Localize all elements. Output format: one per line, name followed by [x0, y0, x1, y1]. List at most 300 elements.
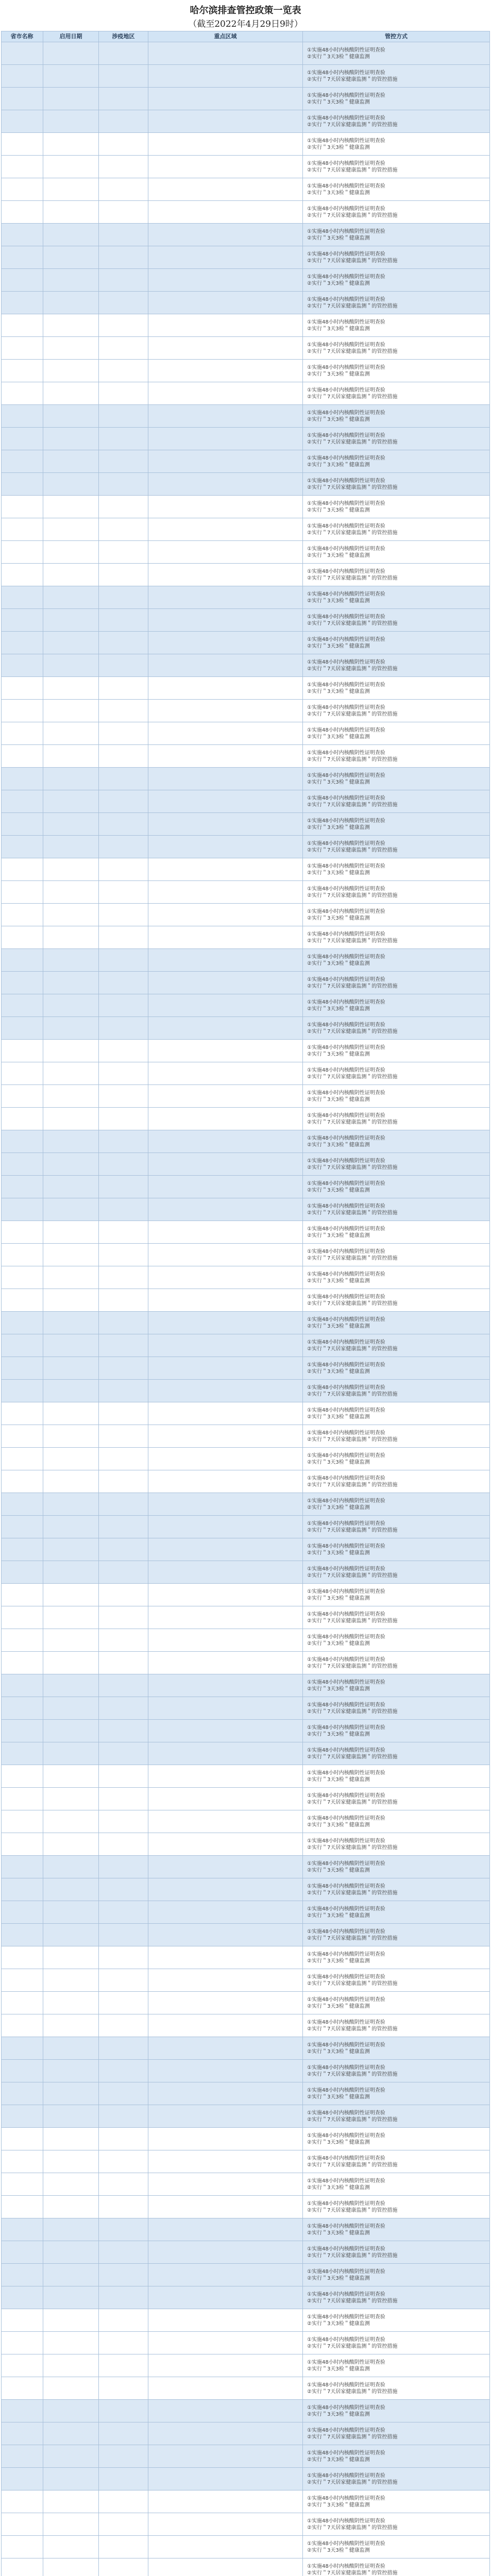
- table-cell: ①实施48小时内核酸阴性证明查验 ②实行＂7天居家健康监测＂的管控措施: [303, 1198, 490, 1221]
- table-cell: [148, 269, 303, 292]
- table-cell: [148, 881, 303, 904]
- table-cell: ①实施48小时内核酸阴性证明查验 ②实行＂7天居家健康监测＂的管控措施: [303, 972, 490, 994]
- table-cell: [148, 1244, 303, 1266]
- table-cell: [1, 1493, 43, 1516]
- table-cell: [148, 609, 303, 632]
- table-cell: [1, 926, 43, 949]
- table-cell: [43, 1584, 99, 1606]
- table-cell: [99, 314, 148, 337]
- table-cell: [99, 1924, 148, 1946]
- table-cell: [148, 722, 303, 745]
- table-cell: [99, 2128, 148, 2150]
- table-cell: [148, 1312, 303, 1334]
- table-cell: [1, 1516, 43, 1538]
- table-cell: [148, 382, 303, 405]
- table-cell: [148, 1901, 303, 1924]
- table-cell: [99, 677, 148, 700]
- table-cell: ①实施48小时内核酸阴性证明查验 ②实行＂3天3检＂健康监测: [303, 994, 490, 1017]
- table-cell: [1, 2196, 43, 2218]
- table-cell: [43, 1901, 99, 1924]
- table-cell: ①实施48小时内核酸阴性证明查验 ②实行＂7天居家健康监测＂的管控措施: [303, 1697, 490, 1720]
- table-cell: [43, 1221, 99, 1244]
- table-cell: [148, 2332, 303, 2354]
- table-cell: [99, 1720, 148, 1742]
- table-cell: ①实施48小时内核酸阴性证明查验 ②实行＂3天3检＂健康监测: [303, 1901, 490, 1924]
- table-cell: [1, 337, 43, 360]
- table-cell: [1, 2536, 43, 2558]
- table-cell: ①实施48小时内核酸阴性证明查验 ②实行＂3天3检＂健康监测: [303, 405, 490, 428]
- table-cell: [148, 1085, 303, 1108]
- table-cell: [148, 2377, 303, 2400]
- table-cell: [43, 1538, 99, 1561]
- page-title: 哈尔滨排查管控政策一览表: [190, 5, 301, 16]
- table-cell: [43, 1833, 99, 1856]
- table-cell: ①实施48小时内核酸阴性证明查验 ②实行＂3天3检＂健康监测: [303, 586, 490, 609]
- table-cell: [99, 2468, 148, 2490]
- table-cell: [99, 2309, 148, 2332]
- table-cell: [1, 972, 43, 994]
- table-cell: [99, 745, 148, 768]
- table-cell: [43, 1130, 99, 1153]
- table-cell: [43, 677, 99, 700]
- table-cell: [1, 2332, 43, 2354]
- table-cell: ①实施48小时内核酸阴性证明查验 ②实行＂7天居家健康监测＂的管控措施: [303, 2558, 490, 2576]
- table-cell: [99, 654, 148, 677]
- table-cell: ①实施48小时内核酸阴性证明查验 ②实行＂7天居家健康监测＂的管控措施: [303, 1742, 490, 1765]
- table-cell: [1, 1810, 43, 1833]
- table-cell: [99, 2558, 148, 2576]
- table-cell: ①实施48小时内核酸阴性证明查验 ②实行＂7天居家健康监测＂的管控措施: [303, 2377, 490, 2400]
- table-cell: ①实施48小时内核酸阴性证明查验 ②实行＂7天居家健康监测＂的管控措施: [303, 1833, 490, 1856]
- table-cell: [1, 201, 43, 224]
- table-cell: ①实施48小时内核酸阴性证明查验 ②实行＂7天居家健康监测＂的管控措施: [303, 2105, 490, 2128]
- table-cell: [1, 1108, 43, 1130]
- table-cell: [1, 1833, 43, 1856]
- table-cell: [148, 1402, 303, 1425]
- table-cell: [1, 722, 43, 745]
- table-cell: [1, 2445, 43, 2468]
- table-cell: [43, 1810, 99, 1833]
- table-cell: [1, 1312, 43, 1334]
- table-cell: [99, 1108, 148, 1130]
- table-cell: [99, 110, 148, 133]
- table-cell: ①实施48小时内核酸阴性证明查验 ②实行＂3天3检＂健康监测: [303, 1810, 490, 1833]
- table-cell: [99, 88, 148, 110]
- table-cell: [1, 1584, 43, 1606]
- table-cell: ①实施48小时内核酸阴性证明查验 ②实行＂3天3检＂健康监测: [303, 2082, 490, 2105]
- table-cell: ①实施48小时内核酸阴性证明查验 ②实行＂7天居家健康监测＂的管控措施: [303, 2332, 490, 2354]
- table-cell: [43, 2513, 99, 2536]
- table-cell: ①实施48小时内核酸阴性证明查验 ②实行＂3天3检＂健康监测: [303, 1357, 490, 1380]
- table-cell: [148, 1561, 303, 1584]
- table-cell: ①实施48小时内核酸阴性证明查验 ②实行＂3天3检＂健康监测: [303, 269, 490, 292]
- table-cell: [148, 2354, 303, 2377]
- table-cell: [99, 224, 148, 246]
- table-cell: [1, 1334, 43, 1357]
- table-cell: [43, 1040, 99, 1062]
- table-cell: [1, 790, 43, 813]
- table-cell: [99, 1969, 148, 1992]
- table-cell: [1, 1697, 43, 1720]
- table-cell: [1, 745, 43, 768]
- table-cell: [148, 224, 303, 246]
- table-cell: [43, 133, 99, 156]
- table-cell: ①实施48小时内核酸阴性证明查验 ②实行＂3天3检＂健康监测: [303, 541, 490, 564]
- table-cell: [148, 1108, 303, 1130]
- table-cell: [148, 1040, 303, 1062]
- table-cell: [148, 813, 303, 836]
- table-cell: [148, 2196, 303, 2218]
- table-cell: [43, 1516, 99, 1538]
- table-cell: [43, 1448, 99, 1470]
- table-cell: [1, 2468, 43, 2490]
- table-cell: ①实施48小时内核酸阴性证明查验 ②实行＂7天居家健康监测＂的管控措施: [303, 1652, 490, 1674]
- table-cell: [1, 949, 43, 972]
- table-cell: [43, 1629, 99, 1652]
- table-cell: [148, 1153, 303, 1176]
- table-cell: [43, 1198, 99, 1221]
- table-cell: [43, 768, 99, 790]
- table-cell: [1, 654, 43, 677]
- table-cell: [1, 1720, 43, 1742]
- table-cell: [148, 1017, 303, 1040]
- table-cell: [43, 654, 99, 677]
- table-cell: [148, 994, 303, 1017]
- table-cell: [43, 541, 99, 564]
- table-cell: [43, 518, 99, 541]
- table-cell: [99, 292, 148, 314]
- table-cell: [1, 42, 43, 65]
- table-cell: [99, 2536, 148, 2558]
- table-cell: ①实施48小时内核酸阴性证明查验 ②实行＂7天居家健康监测＂的管控措施: [303, 790, 490, 813]
- table-cell: [148, 1198, 303, 1221]
- table-cell: [99, 1561, 148, 1584]
- table-cell: [148, 1765, 303, 1788]
- table-cell: [99, 881, 148, 904]
- table-cell: [43, 1674, 99, 1697]
- table-cell: ①实施48小时内核酸阴性证明查验 ②实行＂7天居家健康监测＂的管控措施: [303, 2513, 490, 2536]
- table-cell: [99, 1402, 148, 1425]
- page-subtitle: （截至2022年4月29日9时）: [188, 19, 303, 29]
- table-cell: ①实施48小时内核酸阴性证明查验 ②实行＂7天居家健康监测＂的管控措施: [303, 1062, 490, 1085]
- table-cell: [43, 292, 99, 314]
- table-cell: [99, 994, 148, 1017]
- table-cell: [148, 2218, 303, 2241]
- table-cell: [148, 745, 303, 768]
- table-cell: [99, 1425, 148, 1448]
- table-cell: [148, 2150, 303, 2173]
- table-cell: [99, 1130, 148, 1153]
- table-cell: ①实施48小时内核酸阴性证明查验 ②实行＂7天居家健康监测＂的管控措施: [303, 926, 490, 949]
- table-cell: [1, 224, 43, 246]
- table-cell: [148, 790, 303, 813]
- table-cell: [148, 2490, 303, 2513]
- table-cell: [1, 2513, 43, 2536]
- table-cell: ①实施48小时内核酸阴性证明查验 ②实行＂3天3检＂健康监测: [303, 1992, 490, 2014]
- table-cell: [99, 858, 148, 881]
- table-cell: [43, 972, 99, 994]
- table-cell: [43, 42, 99, 65]
- table-cell: [1, 1538, 43, 1561]
- table-cell: ①实施48小时内核酸阴性证明查验 ②实行＂7天居家健康监测＂的管控措施: [303, 2468, 490, 2490]
- table-cell: [43, 1946, 99, 1969]
- table-cell: [43, 2128, 99, 2150]
- table-cell: [1, 110, 43, 133]
- table-cell: ①实施48小时内核酸阴性证明查验 ②实行＂3天3检＂健康监测: [303, 2173, 490, 2196]
- table-cell: ①实施48小时内核酸阴性证明查验 ②实行＂7天居家健康监测＂的管控措施: [303, 609, 490, 632]
- table-cell: ①实施48小时内核酸阴性证明查验 ②实行＂3天3检＂健康监测: [303, 632, 490, 654]
- table-cell: ①实施48小时内核酸阴性证明查验 ②实行＂3天3检＂健康监测: [303, 1176, 490, 1198]
- table-cell: ①实施48小时内核酸阴性证明查验 ②实行＂3天3检＂健康监测: [303, 858, 490, 881]
- table-cell: [1, 994, 43, 1017]
- table-cell: ①实施48小时内核酸阴性证明查验 ②实行＂7天居家健康监测＂的管控措施: [303, 1289, 490, 1312]
- table-cell: [99, 2218, 148, 2241]
- table-cell: [99, 790, 148, 813]
- table-cell: [43, 1652, 99, 1674]
- table-cell: ①实施48小时内核酸阴性证明查验 ②实行＂3天3检＂健康监测: [303, 813, 490, 836]
- table-cell: ①实施48小时内核酸阴性证明查验 ②实行＂3天3检＂健康监测: [303, 768, 490, 790]
- table-cell: ①实施48小时内核酸阴性证明查验 ②实行＂3天3检＂健康监测: [303, 1674, 490, 1697]
- table-cell: ①实施48小时内核酸阴性证明查验 ②实行＂3天3检＂健康监测: [303, 1538, 490, 1561]
- table-cell: ①实施48小时内核酸阴性证明查验 ②实行＂3天3检＂健康监测: [303, 224, 490, 246]
- table-cell: ①实施48小时内核酸阴性证明查验 ②实行＂3天3检＂健康监测: [303, 1402, 490, 1425]
- table-cell: [43, 836, 99, 858]
- table-cell: [1, 2173, 43, 2196]
- table-cell: [148, 1810, 303, 1833]
- table-cell: [1, 677, 43, 700]
- table-cell: [1, 632, 43, 654]
- table-cell: [99, 1516, 148, 1538]
- table-cell: ①实施48小时内核酸阴性证明查验 ②实行＂3天3检＂健康监测: [303, 42, 490, 65]
- table-cell: [1, 541, 43, 564]
- table-cell: [43, 201, 99, 224]
- table-cell: [148, 2014, 303, 2037]
- table-cell: ①实施48小时内核酸阴性证明查验 ②实行＂3天3检＂健康监测: [303, 2445, 490, 2468]
- table-cell: [148, 2536, 303, 2558]
- table-cell: ①实施48小时内核酸阴性证明查验 ②实行＂3天3检＂健康监测: [303, 2354, 490, 2377]
- table-cell: ①实施48小时内核酸阴性证明查验 ②实行＂7天居家健康监测＂的管控措施: [303, 881, 490, 904]
- table-cell: [1, 1357, 43, 1380]
- table-cell: [99, 1584, 148, 1606]
- table-cell: [99, 700, 148, 722]
- table-cell: ①实施48小时内核酸阴性证明查验 ②实行＂3天3检＂健康监测: [303, 1720, 490, 1742]
- table-cell: [43, 1856, 99, 1878]
- table-cell: [99, 518, 148, 541]
- table-cell: [148, 2082, 303, 2105]
- table-cell: ①实施48小时内核酸阴性证明查验 ②实行＂7天居家健康监测＂的管控措施: [303, 1561, 490, 1584]
- table-cell: [1, 1969, 43, 1992]
- table-cell: ①实施48小时内核酸阴性证明查验 ②实行＂7天居家健康监测＂的管控措施: [303, 700, 490, 722]
- table-cell: [43, 269, 99, 292]
- table-cell: [43, 2286, 99, 2309]
- table-cell: ①实施48小时内核酸阴性证明查验 ②实行＂7天居家健康监测＂的管控措施: [303, 428, 490, 450]
- table-cell: [99, 632, 148, 654]
- table-cell: ①实施48小时内核酸阴性证明查验 ②实行＂3天3检＂健康监测: [303, 1448, 490, 1470]
- table-cell: [148, 564, 303, 586]
- table-cell: [43, 1969, 99, 1992]
- table-cell: ①实施48小时内核酸阴性证明查验 ②实行＂7天居家健康监测＂的管控措施: [303, 337, 490, 360]
- table-cell: [148, 1788, 303, 1810]
- table-cell: [43, 813, 99, 836]
- table-cell: [43, 110, 99, 133]
- table-cell: [43, 2536, 99, 2558]
- table-cell: [99, 496, 148, 518]
- table-cell: [148, 292, 303, 314]
- table-cell: ①实施48小时内核酸阴性证明查验 ②实行＂3天3检＂健康监测: [303, 450, 490, 473]
- table-cell: [43, 2468, 99, 2490]
- table-cell: [1, 2309, 43, 2332]
- table-cell: ①实施48小时内核酸阴性证明查验 ②实行＂3天3检＂健康监测: [303, 88, 490, 110]
- table-cell: ①实施48小时内核酸阴性证明查验 ②实行＂7天居家健康监测＂的管控措施: [303, 2150, 490, 2173]
- table-cell: ①实施48小时内核酸阴性证明查验 ②实行＂7天居家健康监测＂的管控措施: [303, 2196, 490, 2218]
- table-cell: [99, 972, 148, 994]
- table-cell: [99, 1833, 148, 1856]
- table-cell: [99, 836, 148, 858]
- table-cell: [43, 246, 99, 269]
- table-cell: [43, 609, 99, 632]
- table-cell: [148, 1062, 303, 1085]
- table-cell: [148, 473, 303, 496]
- table-cell: [148, 1516, 303, 1538]
- table-cell: [1, 1878, 43, 1901]
- table-cell: [1, 1788, 43, 1810]
- table-cell: [1, 1629, 43, 1652]
- table-cell: [99, 564, 148, 586]
- table-cell: [99, 1765, 148, 1788]
- table-cell: [43, 1402, 99, 1425]
- table-cell: [148, 2264, 303, 2286]
- table-cell: [99, 2286, 148, 2309]
- table-cell: [148, 1289, 303, 1312]
- table-cell: [99, 2196, 148, 2218]
- table-cell: [43, 2037, 99, 2060]
- table-cell: [43, 1561, 99, 1584]
- table-cell: [148, 836, 303, 858]
- table-cell: ①实施48小时内核酸阴性证明查验 ②实行＂7天居家健康监测＂的管控措施: [303, 1924, 490, 1946]
- table-cell: [43, 1380, 99, 1402]
- table-cell: [99, 586, 148, 609]
- table-cell: [99, 1697, 148, 1720]
- table-cell: [1, 836, 43, 858]
- table-cell: ①实施48小时内核酸阴性证明查验 ②实行＂7天居家健康监测＂的管控措施: [303, 1516, 490, 1538]
- table-cell: [148, 1924, 303, 1946]
- header-province: 省市名称: [1, 31, 43, 42]
- table-cell: [99, 609, 148, 632]
- table-cell: [1, 2060, 43, 2082]
- table-cell: [43, 156, 99, 178]
- table-cell: [99, 926, 148, 949]
- table-cell: [148, 2286, 303, 2309]
- table-cell: [148, 201, 303, 224]
- table-cell: [1, 2264, 43, 2286]
- table-cell: [99, 1810, 148, 1833]
- table-cell: [99, 269, 148, 292]
- table-cell: [1, 1946, 43, 1969]
- table-cell: ①实施48小时内核酸阴性证明查验 ②实行＂3天3检＂健康监测: [303, 1130, 490, 1153]
- table-cell: [1, 2150, 43, 2173]
- table-cell: [43, 1266, 99, 1289]
- table-cell: [1, 1561, 43, 1584]
- table-cell: [1, 1198, 43, 1221]
- table-cell: [148, 768, 303, 790]
- table-cell: [148, 541, 303, 564]
- table-cell: [99, 1742, 148, 1765]
- table-cell: [99, 428, 148, 450]
- table-cell: [43, 2309, 99, 2332]
- table-cell: [1, 133, 43, 156]
- table-cell: [148, 586, 303, 609]
- table-cell: [148, 1742, 303, 1765]
- table-cell: [1, 292, 43, 314]
- table-cell: [148, 1425, 303, 1448]
- table-cell: [99, 2060, 148, 2082]
- table-cell: ①实施48小时内核酸阴性证明查验 ②实行＂7天居家健康监测＂的管控措施: [303, 2241, 490, 2264]
- table-cell: ①实施48小时内核酸阴性证明查验 ②实行＂3天3检＂健康监测: [303, 722, 490, 745]
- table-cell: [1, 2400, 43, 2422]
- table-cell: ①实施48小时内核酸阴性证明查验 ②实行＂3天3检＂健康监测: [303, 1312, 490, 1334]
- table-cell: [1, 1176, 43, 1198]
- table-cell: [99, 2173, 148, 2196]
- table-cell: [43, 473, 99, 496]
- table-cell: [43, 1742, 99, 1765]
- table-cell: [148, 1946, 303, 1969]
- table-cell: [99, 1992, 148, 2014]
- table-cell: ①实施48小时内核酸阴性证明查验 ②实行＂7天居家健康监测＂的管控措施: [303, 1878, 490, 1901]
- table-cell: [99, 1538, 148, 1561]
- table-cell: [43, 2196, 99, 2218]
- table-cell: [99, 2037, 148, 2060]
- table-cell: [1, 858, 43, 881]
- table-cell: [148, 1606, 303, 1629]
- table-cell: [1, 586, 43, 609]
- table-cell: [148, 972, 303, 994]
- table-cell: [43, 178, 99, 201]
- table-cell: [43, 1992, 99, 2014]
- table-cell: ①实施48小时内核酸阴性证明查验 ②实行＂3天3检＂健康监测: [303, 677, 490, 700]
- table-cell: [99, 2150, 148, 2173]
- table-cell: [148, 1448, 303, 1470]
- table-cell: [43, 1493, 99, 1516]
- table-cell: [99, 405, 148, 428]
- table-cell: ①实施48小时内核酸阴性证明查验 ②实行＂7天居家健康监测＂的管控措施: [303, 1470, 490, 1493]
- table-cell: [148, 700, 303, 722]
- table-cell: [43, 632, 99, 654]
- table-cell: [1, 1402, 43, 1425]
- table-cell: [43, 700, 99, 722]
- table-cell: [1, 2037, 43, 2060]
- table-cell: ①实施48小时内核酸阴性证明查验 ②实行＂7天居家健康监测＂的管控措施: [303, 2014, 490, 2037]
- table-cell: [99, 360, 148, 382]
- table-cell: ①实施48小时内核酸阴性证明查验 ②实行＂3天3检＂健康监测: [303, 2309, 490, 2332]
- table-cell: [43, 360, 99, 382]
- table-cell: [148, 1720, 303, 1742]
- table-cell: ①实施48小时内核酸阴性证明查验 ②实行＂3天3检＂健康监测: [303, 1629, 490, 1652]
- table-cell: ①实施48小时内核酸阴性证明查验 ②实行＂3天3检＂健康监测: [303, 949, 490, 972]
- table-cell: [1, 1085, 43, 1108]
- table-cell: [148, 926, 303, 949]
- table-cell: [1, 1652, 43, 1674]
- table-cell: [99, 2513, 148, 2536]
- table-cell: ①实施48小时内核酸阴性证明查验 ②实行＂7天居家健康监测＂的管控措施: [303, 246, 490, 269]
- table-cell: [1, 246, 43, 269]
- table-cell: [43, 1312, 99, 1334]
- table-cell: [99, 2354, 148, 2377]
- table-cell: [99, 1266, 148, 1289]
- table-cell: [148, 949, 303, 972]
- table-cell: [43, 949, 99, 972]
- table-cell: ①实施48小时内核酸阴性证明查验 ②实行＂3天3检＂健康监测: [303, 2218, 490, 2241]
- table-cell: [43, 564, 99, 586]
